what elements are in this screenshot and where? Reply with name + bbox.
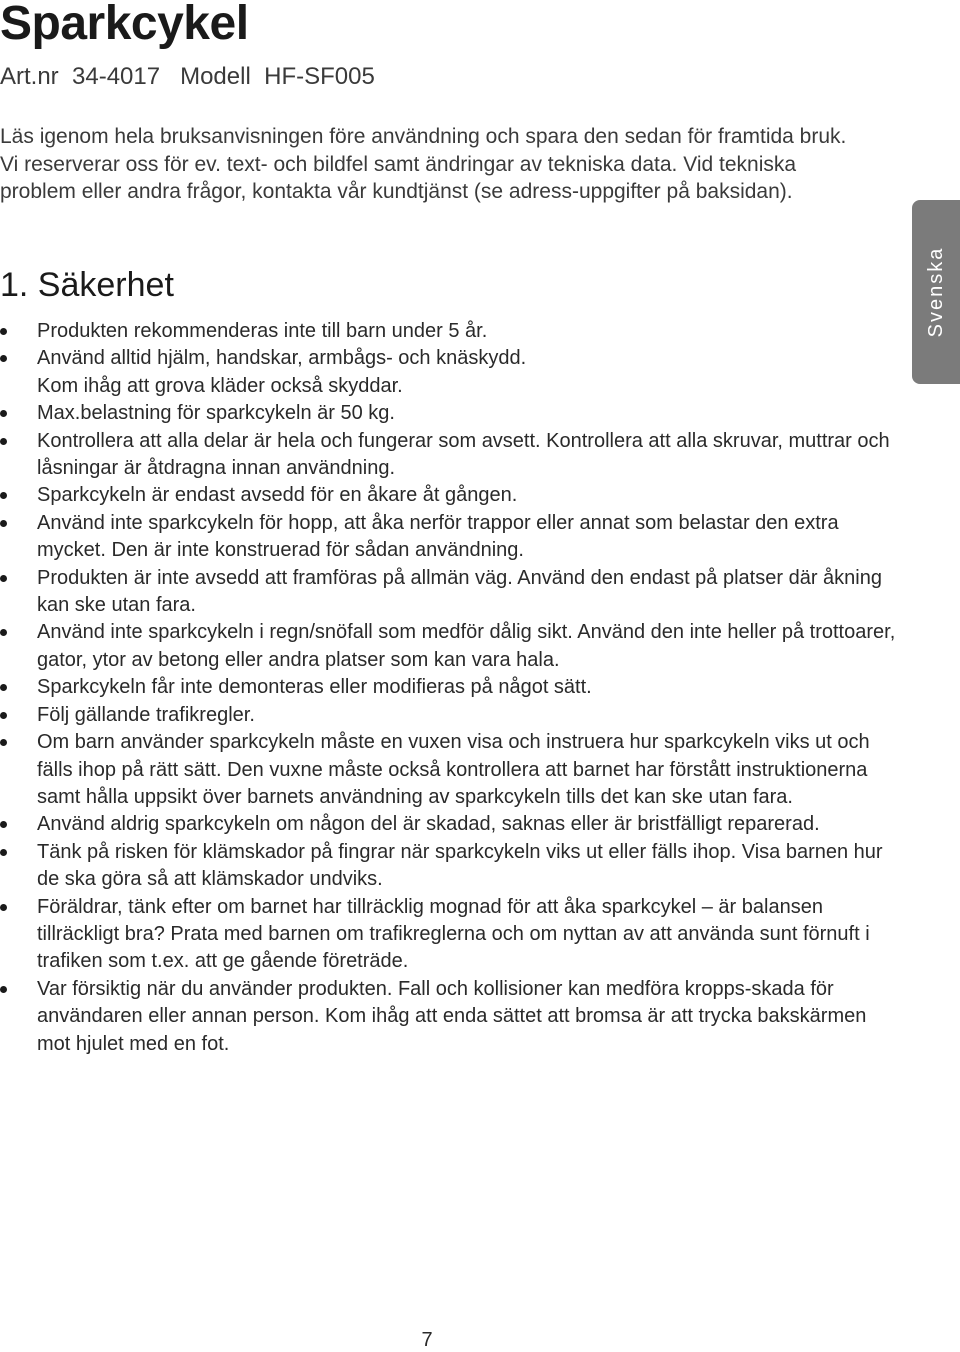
- list-item-text: Produkten rekommenderas inte till barn under 5 år.: [37, 320, 488, 342]
- bullet-icon: [0, 849, 7, 856]
- bullet-icon: [0, 492, 7, 499]
- list-item-text: Följ gällande trafikregler.: [37, 703, 255, 726]
- bullet-icon: [0, 629, 7, 636]
- list-item-text: Kontrollera att alla delar är hela och fungerar som avsett. Kontrollera att alla skruvar, muttrar och låsningar är åtdragna innan användning.: [37, 429, 890, 480]
- list-item-text: Föräldrar, tänk efter om barnet har tillräcklig mognad för att åka sparkcykel – är balansen tillräckligt bra? Prata med barnen om trafikreglerna och om nyttan av att använda sunt förnuft i trafiken som t.ex. att ge gående företräde.: [37, 895, 870, 973]
- list-item-text: Kom ihåg att grova kläder också skyddar.: [37, 374, 403, 397]
- list-item: [0, 482, 900, 509]
- list-item: [0, 318, 900, 345]
- bullet-icon: [0, 355, 7, 362]
- article-model-line: Art.nr 34-4017 Modell HF-SF005: [0, 63, 375, 90]
- list-item-text: Använd alltid hjälm, handskar, armbågs- och knäskydd.: [37, 347, 527, 370]
- list-item-text: Använd aldrig sparkcykeln om någon del är skadad, saknas eller är bristfälligt reparerad.: [37, 813, 820, 836]
- list-item: [0, 428, 900, 483]
- list-item: [0, 702, 900, 729]
- list-item: [0, 400, 900, 427]
- bullet-icon: [0, 438, 7, 445]
- list-item: [0, 510, 900, 565]
- list-item-text: Sparkcykeln får inte demonteras eller modifieras på något sätt.: [37, 676, 592, 699]
- safety-list: [0, 318, 900, 1058]
- list-item: [0, 894, 900, 976]
- list-item-text: Var försiktig när du använder produkten. Fall och kollisioner kan medföra kropps-skada för användaren eller annan person. Kom ihåg att enda sättet att bromsa är att trycka bakskärmen mot hjulet med en fot.: [37, 977, 867, 1055]
- bullet-icon: [0, 821, 7, 828]
- bullet-icon: [0, 328, 7, 335]
- list-item-text: Använd inte sparkcykeln i regn/snöfall som medför dålig sikt. Använd den inte heller på trottoarer, gator, ytor av betong eller andra platser som kan vara hala.: [37, 621, 896, 671]
- page-title: Sparkcykel: [0, 0, 249, 50]
- bullet-icon: [0, 739, 7, 746]
- list-item-text: Sparkcykeln är endast avsedd för en åkare åt gången.: [37, 484, 518, 507]
- list-item-text: Tänk på risken för klämskador på fingrar när sparkcykeln viks ut eller fälls ihop. Visa barnen hur de ska göra så att klämskador undviks.: [37, 840, 883, 891]
- bullet-icon: [0, 575, 7, 582]
- list-item: [0, 839, 900, 894]
- list-item: [0, 565, 900, 620]
- list-item-text: Använd inte sparkcykeln för hopp, att åka nerför trappor eller annat som belastar den extra mycket. Den är inte konstruerad för sådan användning.: [37, 511, 839, 562]
- language-tab: [912, 200, 960, 384]
- list-item-text: Om barn använder sparkcykeln måste en vuxen visa och instruera hur sparkcykeln viks ut och fälls ihop på rätt sätt. Den vuxne måste också kontrollera att barnet har förstått instruktionerna samt hålla uppsikt över barnets användning av sparkcykeln tills det kan ske utan fara.: [37, 731, 870, 808]
- section-heading-safety: 1. Säkerhet: [0, 266, 174, 304]
- list-item: [0, 619, 900, 674]
- list-item: [0, 674, 900, 701]
- list-item: [0, 729, 900, 811]
- bullet-icon: [0, 520, 7, 527]
- list-item: [0, 976, 900, 1058]
- bullet-icon: [0, 904, 7, 911]
- bullet-icon: [0, 986, 7, 993]
- bullet-icon: [0, 684, 7, 691]
- list-item-text: Produkten är inte avsedd att framföras på allmän väg. Använd den endast på platser där åkning kan ske utan fara.: [37, 566, 882, 617]
- bullet-icon: [0, 410, 7, 417]
- intro-paragraph: Läs igenom hela bruksanvisningen före användning och spara den sedan för framtida bruk. Vi reserverar oss för ev. text- och bildfel samt ändringar av tekniska data. Vid tekniska problem eller andra frågor, kontakta vår kundtjänst (se adress-uppgifter på baksidan).: [0, 125, 847, 203]
- page-number: 7: [421, 1329, 433, 1351]
- bullet-icon: [0, 712, 7, 719]
- list-item-text: Max.belastning för sparkcykeln är 50 kg.: [37, 402, 395, 425]
- list-item: [0, 811, 900, 838]
- list-item: [0, 345, 900, 372]
- language-tab-label: Svenska: [925, 246, 947, 338]
- list-item: [0, 373, 900, 400]
